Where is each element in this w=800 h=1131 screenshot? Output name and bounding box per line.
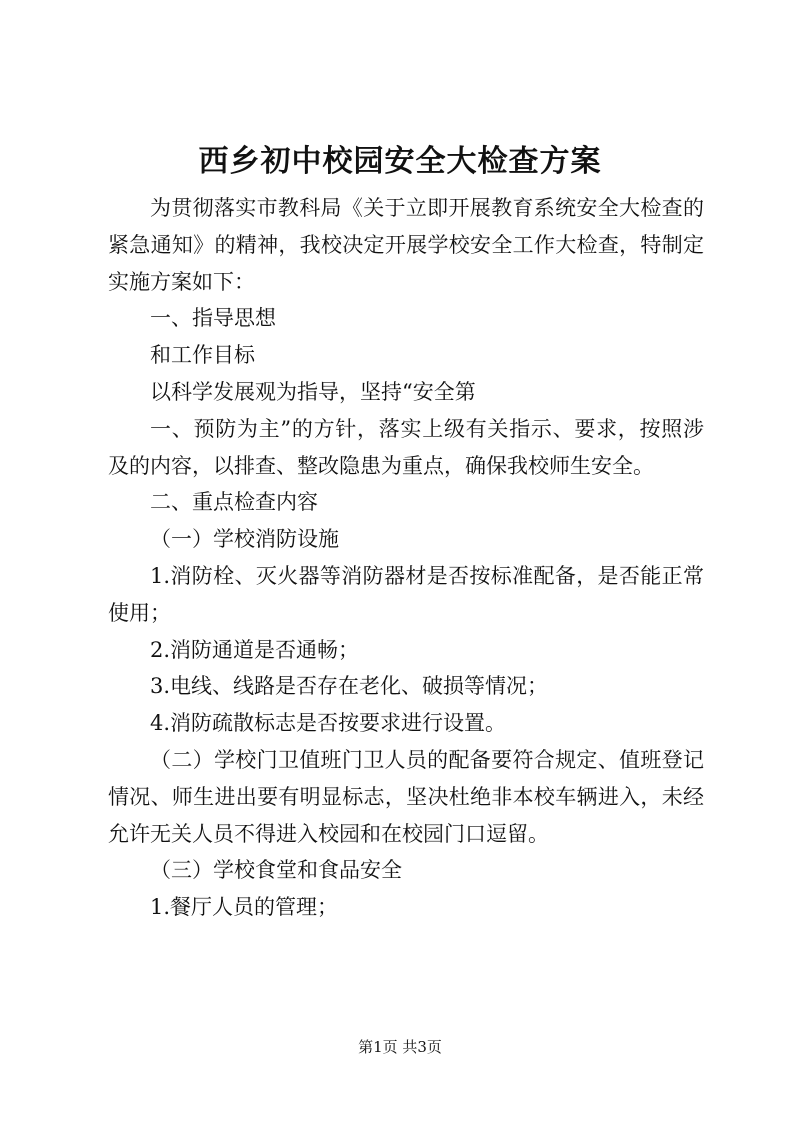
section-heading-key-inspection: 二、重点检查内容 (150, 490, 318, 515)
section-heading-guiding-ideology: 一、指导思想 (150, 306, 276, 331)
document-title: 西乡初中校园安全大检查方案 (198, 144, 602, 179)
paragraph-intro: 为贯彻落实市教科局《关于立即开展教育系统安全大检查的紧急通知》的精神，我校决定开展学校安全工作大检查，特制定实施方案如下： (108, 196, 704, 294)
list-item-fire-4: 4.消防疏散标志是否按要求进行设置。 (150, 711, 507, 736)
page-footer: 第1页 共3页 (358, 1038, 442, 1056)
subsection-paragraph-gatekeeping: （二）学校门卫值班门卫人员的配备要符合规定、值班登记情况、师生进出要有明显标志，坚决杜绝非本校车辆进入，未经允许无关人员不得进入校园和在校园门口逗留。 (108, 747, 704, 846)
paragraph-work-goals: 和工作目标 (150, 343, 255, 368)
list-item-fire-1: 1.消防栓、灭火器等消防器材是否按标准配备，是否能正常使用； (108, 563, 704, 625)
paragraph-guidance: 以科学发展观为指导，坚持“安全第 (150, 379, 476, 404)
document-body (108, 190, 704, 926)
list-item-canteen-1: 1.餐厅人员的管理； (150, 895, 339, 920)
subsection-heading-canteen-food: （三）学校食堂和食品安全 (150, 858, 402, 883)
list-item-fire-2: 2.消防通道是否通畅； (150, 637, 360, 662)
list-item-fire-3: 3.电线、线路是否存在老化、破损等情况； (150, 674, 549, 699)
paragraph-policy: 一、预防为主”的方针，落实上级有关指示、要求，按照涉及的内容，以排查、整改隐患为重点，确保我校师生安全。 (108, 416, 704, 478)
subsection-heading-fire-facilities: （一）学校消防设施 (150, 527, 339, 552)
